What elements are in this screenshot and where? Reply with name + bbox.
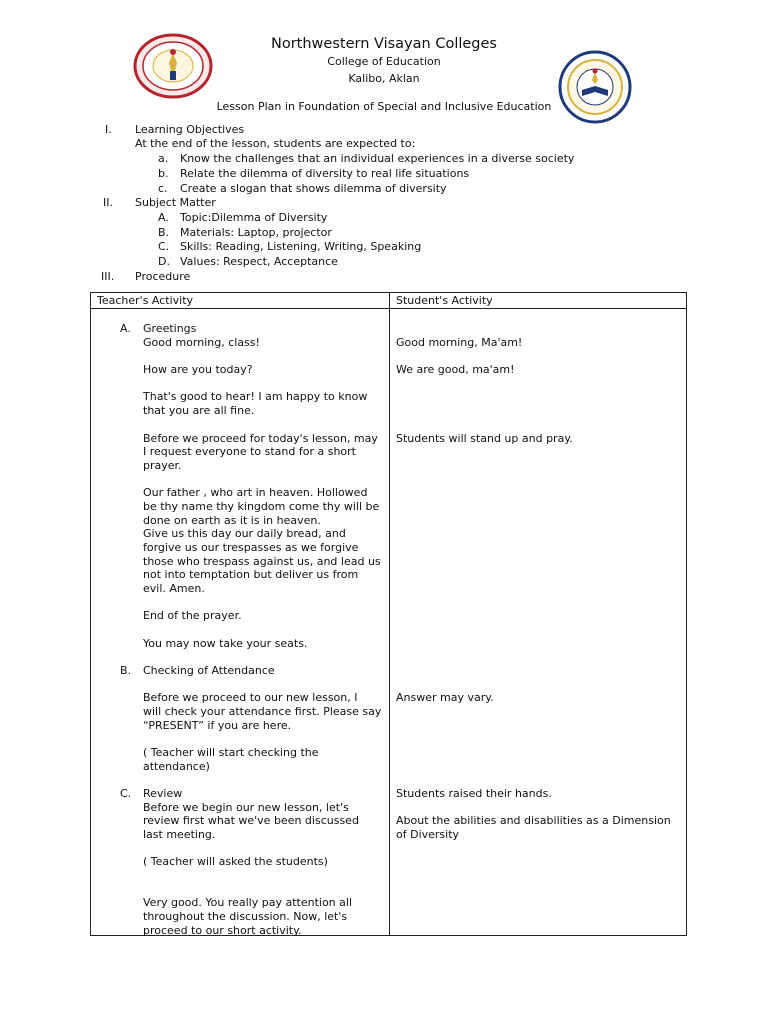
objective-letter: c.	[158, 182, 168, 195]
department-name: College of Education	[327, 55, 441, 68]
objective-item: Create a slogan that shows dilemma of diversity	[180, 182, 447, 195]
subject-letter: B.	[158, 226, 170, 239]
teacher-line: Good morning, class!	[143, 336, 260, 349]
procedure-heading: Procedure	[135, 270, 191, 283]
teacher-line: ( Teacher will start checking the	[143, 746, 319, 759]
teacher-line: attendance)	[143, 760, 210, 773]
subject-item: Skills: Reading, Listening, Writing, Speaking	[180, 240, 422, 253]
teacher-line: Our father , who art in heaven. Hollowed	[143, 486, 368, 499]
objective-item: Know the challenges that an individual experiences in a diverse society	[180, 152, 575, 165]
subject-letter: D.	[158, 255, 170, 268]
teacher-line: You may now take your seats.	[143, 637, 308, 650]
teacher-line: That's good to hear! I am happy to know	[143, 390, 368, 403]
objective-letter: a.	[158, 152, 169, 165]
teacher-line: those who trespass against us, and lead us	[143, 555, 381, 568]
student-line: Answer may vary.	[396, 691, 494, 704]
college-name: Northwestern Visayan Colleges	[271, 36, 497, 52]
outline-numeral-1: I.	[105, 123, 112, 136]
teacher-line: End of the prayer.	[143, 609, 242, 622]
outline-numeral-3: III.	[101, 270, 115, 283]
teacher-line: review first what we've been discussed	[143, 814, 359, 827]
teacher-line: Give us this day our daily bread, and	[143, 527, 346, 540]
objective-letter: b.	[158, 167, 169, 180]
section-title-attendance: Checking of Attendance	[143, 664, 275, 677]
teacher-line: I request everyone to stand for a short	[143, 445, 356, 458]
lesson-plan-title: Lesson Plan in Foundation of Special and Inclusive Education	[216, 100, 552, 113]
student-line: Students will stand up and pray.	[396, 432, 573, 445]
teacher-line: “PRESENT” if you are here.	[143, 719, 292, 732]
teacher-line: last meeting.	[143, 828, 216, 841]
student-activity-header: Student's Activity	[396, 294, 493, 307]
objectives-intro: At the end of the lesson, students are expected to:	[135, 137, 416, 150]
teacher-line: prayer.	[143, 459, 182, 472]
student-line: Students raised their hands.	[396, 787, 552, 800]
student-line: of Diversity	[396, 828, 460, 841]
teacher-line: not into temptation but deliver us from	[143, 568, 359, 581]
outline-numeral-2: II.	[103, 196, 113, 209]
subject-letter: A.	[158, 211, 169, 224]
section-letter: A.	[120, 322, 131, 335]
teacher-line: that you are all fine.	[143, 404, 255, 417]
subject-item: Materials: Laptop, projector	[180, 226, 332, 239]
section-title-review: Review	[143, 787, 183, 800]
section-title-greetings: Greetings	[143, 322, 197, 335]
teacher-line: forgive us our trespasses as we forgive	[143, 541, 359, 554]
college-location: Kalibo, Aklan	[348, 72, 420, 85]
header-divider	[91, 308, 686, 309]
learning-objectives-heading: Learning Objectives	[135, 123, 245, 136]
teacher-line: Very good. You really pay attention all	[143, 896, 353, 909]
procedure-table	[90, 292, 687, 936]
teacher-line: ( Teacher will asked the students)	[143, 855, 328, 868]
section-letter: C.	[120, 787, 132, 800]
teacher-line: How are you today?	[143, 363, 253, 376]
objective-item: Relate the dilemma of diversity to real life situations	[180, 167, 470, 180]
teacher-line: throughout the discussion. Now, let's	[143, 910, 348, 923]
teacher-activity-header: Teacher's Activity	[97, 294, 194, 307]
teacher-line: be thy name thy kingdom come thy will be	[143, 500, 380, 513]
teacher-line: done on earth as it is in heaven.	[143, 514, 321, 527]
teacher-line: Before we begin our new lesson, let's	[143, 801, 349, 814]
student-line: We are good, ma'am!	[396, 363, 515, 376]
teacher-line: will check your attendance first. Please say	[143, 705, 382, 718]
student-line: About the abilities and disabilities as a Dimension	[396, 814, 671, 827]
student-line: Good morning, Ma'am!	[396, 336, 523, 349]
teacher-line: Before we proceed for today's lesson, may	[143, 432, 378, 445]
teacher-line: proceed to our short activity.	[143, 924, 302, 937]
subject-matter-heading: Subject Matter	[135, 196, 216, 209]
teacher-line: Before we proceed to our new lesson, I	[143, 691, 358, 704]
teacher-line: evil. Amen.	[143, 582, 205, 595]
section-letter: B.	[120, 664, 132, 677]
column-divider	[389, 293, 390, 935]
subject-item: Values: Respect, Acceptance	[180, 255, 338, 268]
subject-letter: C.	[158, 240, 170, 253]
subject-item: Topic:Dilemma of Diversity	[180, 211, 328, 224]
